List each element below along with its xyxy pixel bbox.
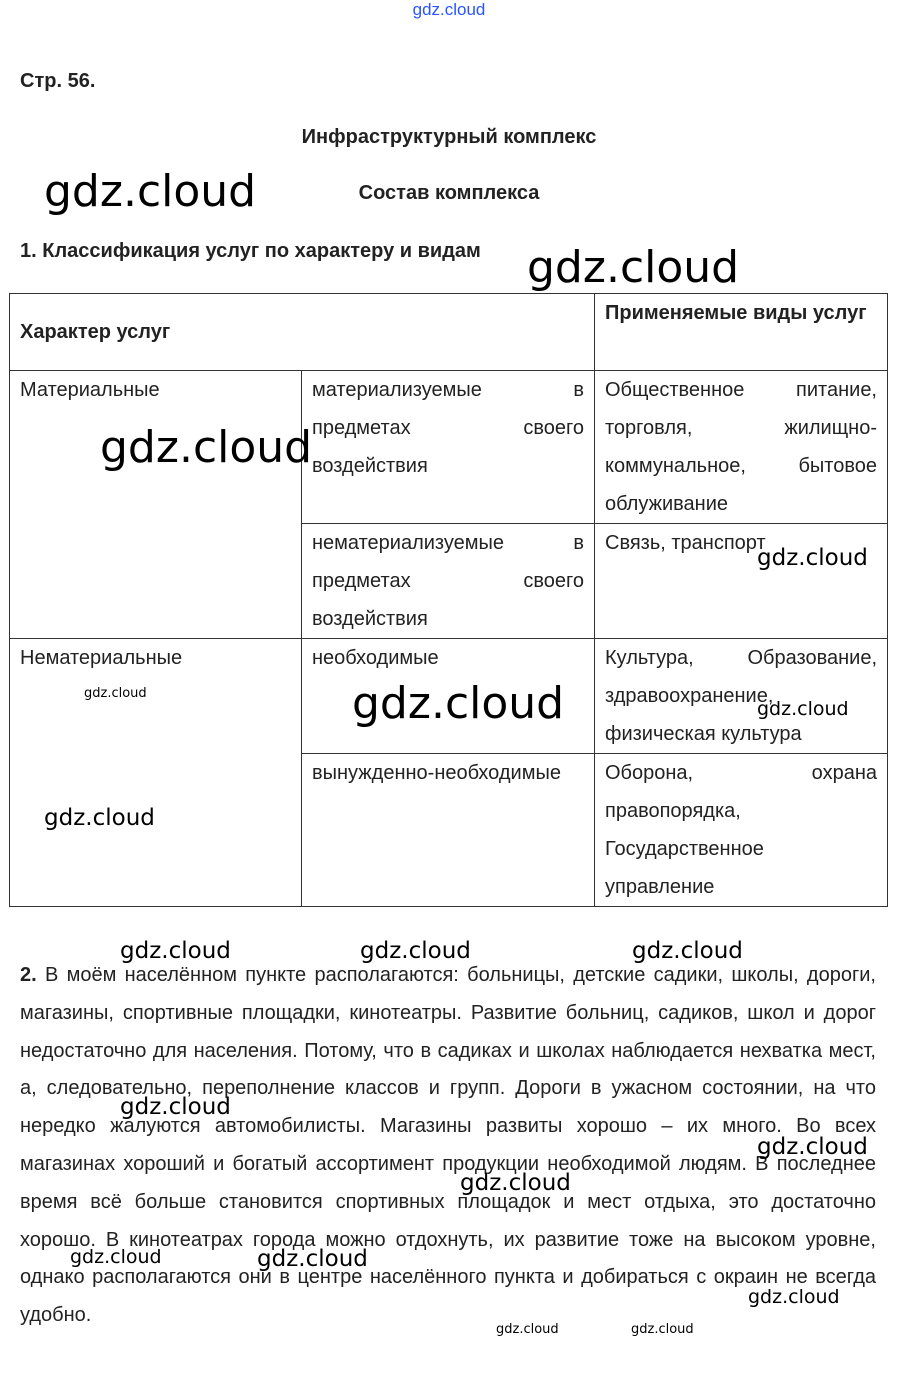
row4-subtype: вынужденно-необходимые bbox=[302, 754, 595, 907]
watermark: gdz.cloud bbox=[496, 1322, 559, 1337]
watermark: gdz.cloud bbox=[44, 166, 257, 217]
watermark: gdz.cloud bbox=[257, 1246, 368, 1272]
group-nonmaterial: Нематериальные bbox=[10, 639, 302, 907]
watermark: gdz.cloud bbox=[100, 422, 313, 473]
watermark: gdz.cloud bbox=[757, 1134, 868, 1160]
watermark: gdz.cloud bbox=[748, 1286, 840, 1308]
watermark-top: gdz.cloud bbox=[412, 0, 486, 19]
section-1-heading: 1. Классификация услуг по характеру и видам bbox=[20, 240, 481, 262]
watermark: gdz.cloud bbox=[632, 938, 743, 964]
group-material: Материальные bbox=[10, 371, 302, 639]
page-number: Стр. 56. bbox=[20, 70, 96, 92]
row4-types: Оборона, охрана правопорядка, Государственное управление bbox=[595, 754, 888, 907]
row3-subtype: необходимые bbox=[302, 639, 595, 754]
page-title: Инфраструктурный комплекс bbox=[301, 126, 597, 148]
section-2-text: В моём населённом пункте располагаются: больницы, детские садики, школы, дороги, магазины, спортивные площадки, кинотеатры. Развитие больниц, садиков, школ и дорог недостаточно для населения. Потому, что в садиках и школах наблюдается нехватка мест, а, следовательно, переполнение классов и групп. Дороги в ужасном состоянии, на что нередко жалуются автомобилисты. Магазины развиты хорошо – их много. Во всех магазинах хороший и богатый ассортимент продукции необходимой людям. В последнее время всё больше становится спортивных площадок и мест отдыха, это достаточно хорошо. В кинотеатрах города можно отдохнуть, их развитие тоже на высоком уровне, однако располагаются они в центре населённого пункта и добираться с окраин не всегда удобно. bbox=[20, 964, 876, 1327]
watermark: gdz.cloud bbox=[757, 545, 868, 571]
watermark: gdz.cloud bbox=[84, 686, 147, 701]
page-subtitle: Состав комплекса bbox=[358, 182, 540, 204]
row1-subtype: материализуемые в предметах своего воздействия bbox=[302, 371, 595, 524]
header-nature: Характер услуг bbox=[10, 294, 595, 371]
row1-types: Общественное питание, торговля, жилищно-коммунальное, бытовое облуживание bbox=[595, 371, 888, 524]
section-2-paragraph bbox=[20, 957, 876, 1335]
table-header-row bbox=[10, 294, 888, 371]
watermark: gdz.cloud bbox=[120, 1094, 231, 1120]
watermark: gdz.cloud bbox=[352, 678, 565, 729]
watermark: gdz.cloud bbox=[527, 242, 740, 293]
section-2-number: 2. bbox=[20, 964, 37, 986]
row3-types: Культура, Образование, здравоохранение, физическая культура bbox=[595, 639, 888, 754]
watermark: gdz.cloud bbox=[70, 1246, 162, 1268]
watermark: gdz.cloud bbox=[44, 805, 155, 831]
watermark: gdz.cloud bbox=[631, 1322, 694, 1337]
watermark: gdz.cloud bbox=[360, 938, 471, 964]
header-types: Применяемые виды услуг bbox=[595, 294, 888, 371]
watermark: gdz.cloud bbox=[757, 698, 849, 720]
row2-subtype: нематериализуемые в предметах своего воздействия bbox=[302, 524, 595, 639]
watermark: gdz.cloud bbox=[460, 1170, 571, 1196]
row2-types: Связь, транспорт bbox=[595, 524, 888, 639]
watermark: gdz.cloud bbox=[120, 938, 231, 964]
